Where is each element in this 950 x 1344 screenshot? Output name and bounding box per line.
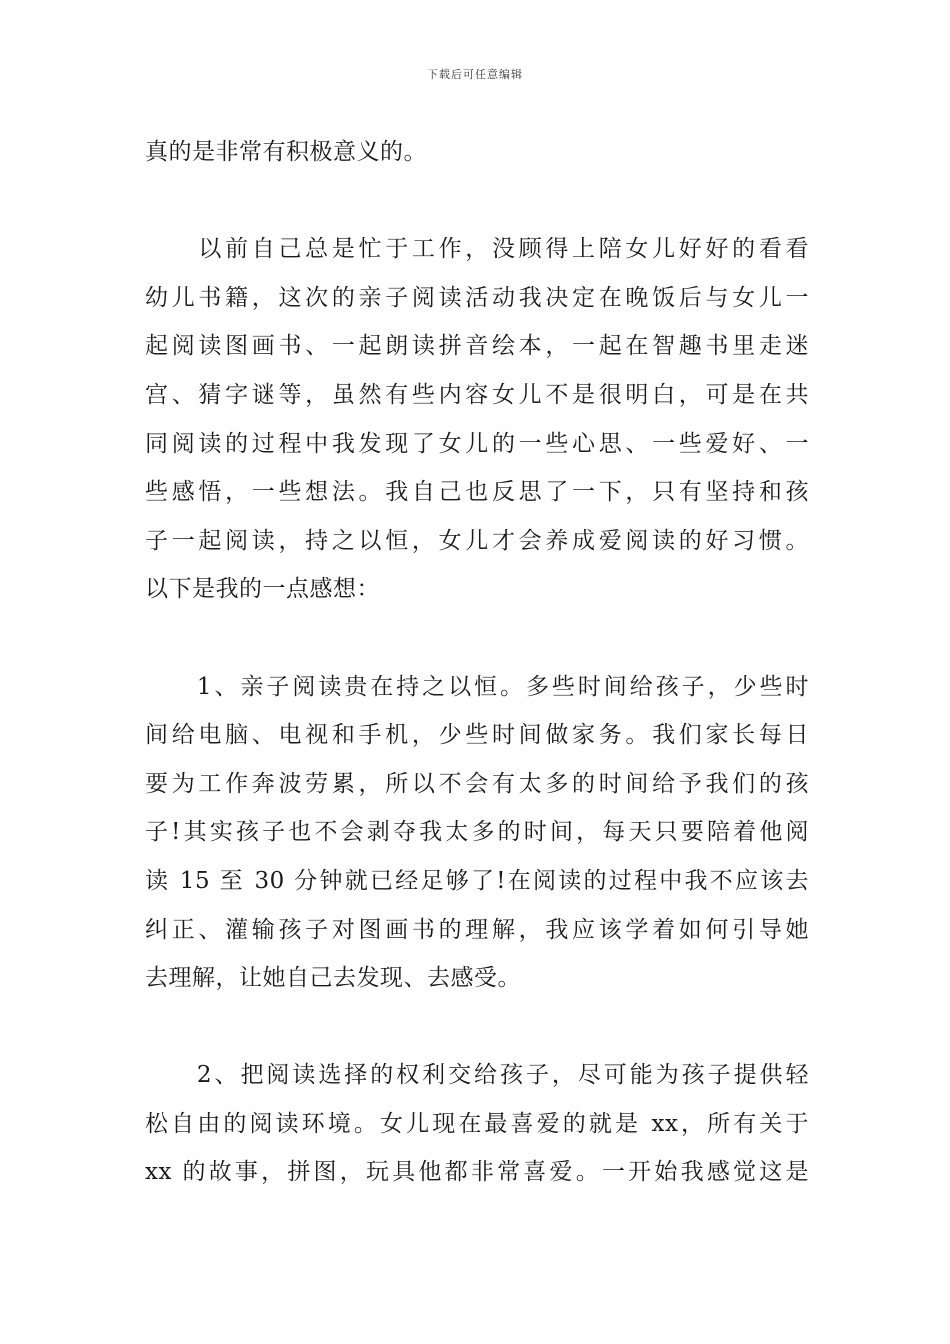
text-line: 读 15 至 30 分钟就已经足够了!在阅读的过程中我不应该去 [145, 867, 809, 894]
paragraph [145, 1051, 809, 1197]
text-line: 要为工作奔波劳累，所以不会有太多的时间给予我们的孩 [145, 770, 809, 797]
text-line: 间给电脑、电视和手机，少些时间做家务。我们家长每日 [145, 722, 809, 749]
paragraph-gap [145, 614, 809, 663]
text-line: 去理解，让她自己去发现、去感受。 [145, 965, 521, 992]
text-line: 子!其实孩子也不会剥夺我太多的时间，每天只要陪着他阅 [145, 819, 809, 846]
paragraph [145, 663, 809, 1003]
page-header: 下载后可任意编辑 [427, 68, 523, 81]
paragraph-gap [145, 177, 809, 226]
text-line: 以前自己总是忙于工作，没顾得上陪女儿好好的看看 [145, 236, 809, 263]
text-line: xx 的故事，拼图，玩具他都非常喜爱。一开始我感觉这是 [145, 1159, 809, 1186]
text-line: 幼儿书籍，这次的亲子阅读活动我决定在晚饭后与女儿一 [145, 284, 809, 311]
text-line: 纠正、灌输孩子对图画书的理解，我应该学着如何引导她 [145, 916, 809, 943]
text-line: 松自由的阅读环境。女儿现在最喜爱的就是 xx，所有关于 [145, 1110, 809, 1137]
paragraph-gap [145, 1003, 809, 1052]
document-body [145, 128, 809, 1197]
text-line: 些感悟，一些想法。我自己也反思了一下，只有坚持和孩 [145, 479, 809, 506]
text-line: 真的是非常有积极意义的。 [145, 139, 427, 165]
text-line: 子一起阅读，持之以恒，女儿才会养成爱阅读的好习惯。 [145, 527, 809, 554]
text-line: 1、亲子阅读贵在持之以恒。多些时间给孩子，少些时 [145, 673, 809, 700]
text-line: 宫、猜字谜等，虽然有些内容女儿不是很明白，可是在共 [145, 381, 809, 408]
paragraph [145, 128, 809, 177]
text-line: 起阅读图画书、一起朗读拼音绘本，一起在智趣书里走迷 [145, 333, 809, 360]
text-line: 同阅读的过程中我发现了女儿的一些心思、一些爱好、一 [145, 430, 809, 457]
text-line: 以下是我的一点感想： [145, 576, 380, 603]
text-line: 2、把阅读选择的权利交给孩子，尽可能为孩子提供轻 [145, 1062, 809, 1089]
paragraph [145, 225, 809, 614]
